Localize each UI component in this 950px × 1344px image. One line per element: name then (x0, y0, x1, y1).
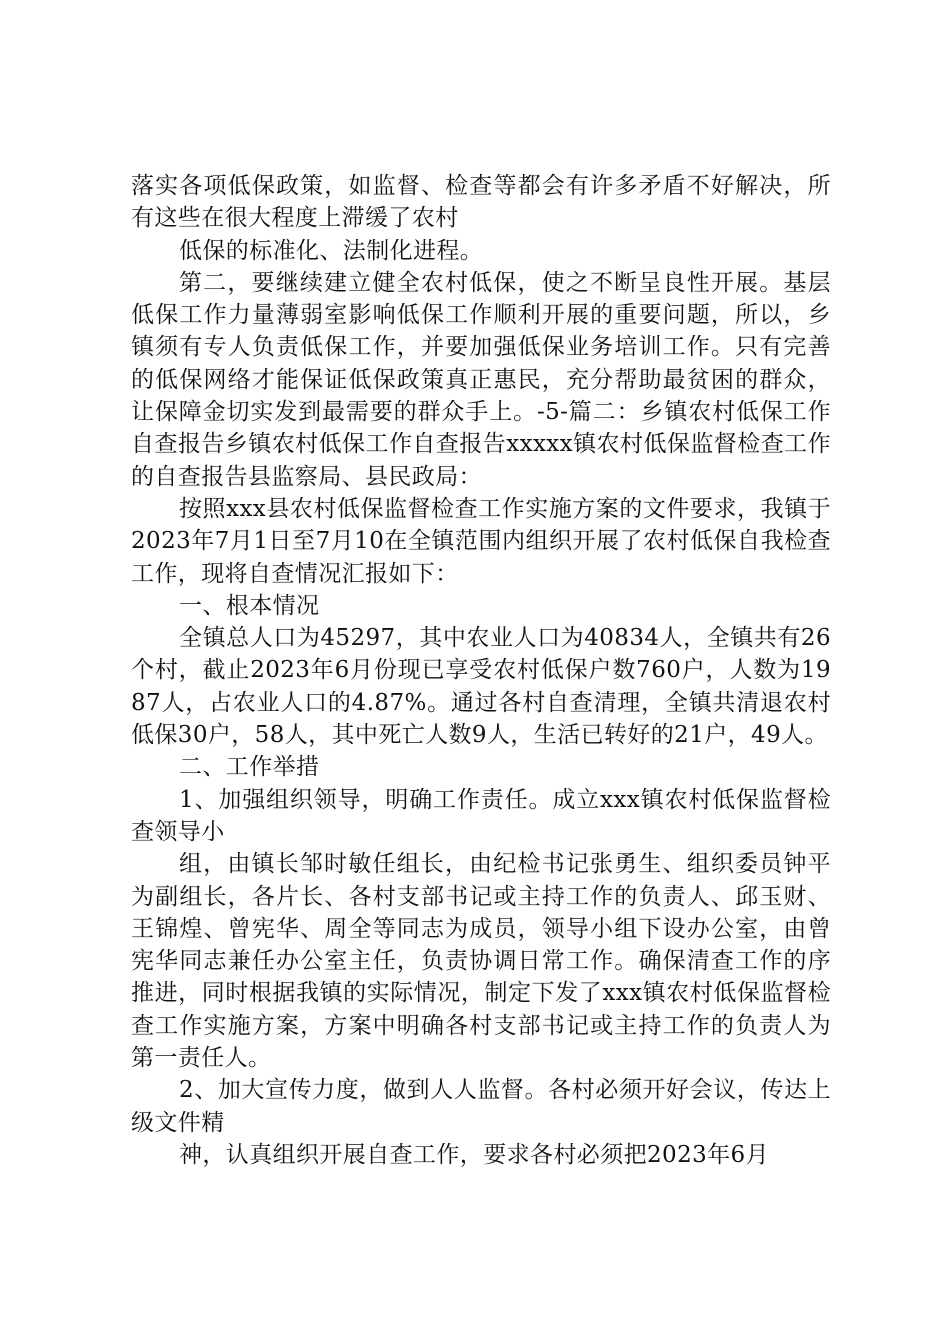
paragraph-6: 全镇总人口为45297，其中农业人口为40834人，全镇共有26个村，截止2023年6月份现已享受农村低保户数760户，人数为1987人，占农业人口的4.87%。通过各村自查清理，全镇共清退农村低保30户，58人，其中死亡人数9人，生活已转好的21户，49人。 (131, 625, 831, 749)
paragraph-2: 低保的标准化、法制化进程。 (179, 237, 484, 264)
paragraph-4: 按照xxx县农村低保监督检查工作实施方案的文件要求，我镇于2023年7月1日至7月10在全镇范围内组织开展了农村低保自我检查工作，现将自查情况汇报如下： (131, 495, 831, 587)
paragraph-10: 2、加大宣传力度，做到人人监督。各村必须开好会议，传达上级文件精 (131, 1077, 831, 1136)
section-heading-basic-situation: 一、根本情况 (179, 592, 320, 619)
paragraph-8: 1、加强组织领导，明确工作责任。成立xxx镇农村低保监督检查领导小 (131, 786, 831, 845)
paragraph-11: 神，认真组织开展自查工作，要求各村必须把2023年6月 (179, 1141, 769, 1168)
paragraph-9: 组，由镇长邹时敏任组长，由纪检书记张勇生、组织委员钟平为副组长，各片长、各村支部书记或主持工作的负责人、邱玉财、王锦煌、曾宪华、周全等同志为成员，领导小组下设办公室，由曾宪华同志兼任办公室主任，负责协调日常工作。确保清查工作的序推进，同时根据我镇的实际情况，制定下发了xxx镇农村低保监督检查工作实施方案，方案中明确各村支部书记或主持工作的负责人为第一责任人。 (131, 851, 831, 1072)
paragraph-1: 落实各项低保政策，如监督、检查等都会有许多矛盾不好解决，所有这些在很大程度上滞缓了农村 (131, 173, 831, 232)
paragraph-3: 第二，要继续建立健全农村低保，使之不断呈良性开展。基层低保工作力量薄弱室影响低保工作顺利开展的重要问题，所以，乡镇须有专人负责低保工作，并要加强低保业务培训工作。只有完善的低保网络才能保证低保政策真正惠民，充分帮助最贫困的群众，让保障金切实发到最需要的群众手上。-5-篇二：乡镇农村低保工作自查报告乡镇农村低保工作自查报告xxxxx镇农村低保监督检查工作的自查报告县监察局、县民政局： (131, 269, 831, 490)
document-body (131, 170, 831, 1171)
section-heading-work-measures: 二、工作举措 (179, 754, 320, 781)
